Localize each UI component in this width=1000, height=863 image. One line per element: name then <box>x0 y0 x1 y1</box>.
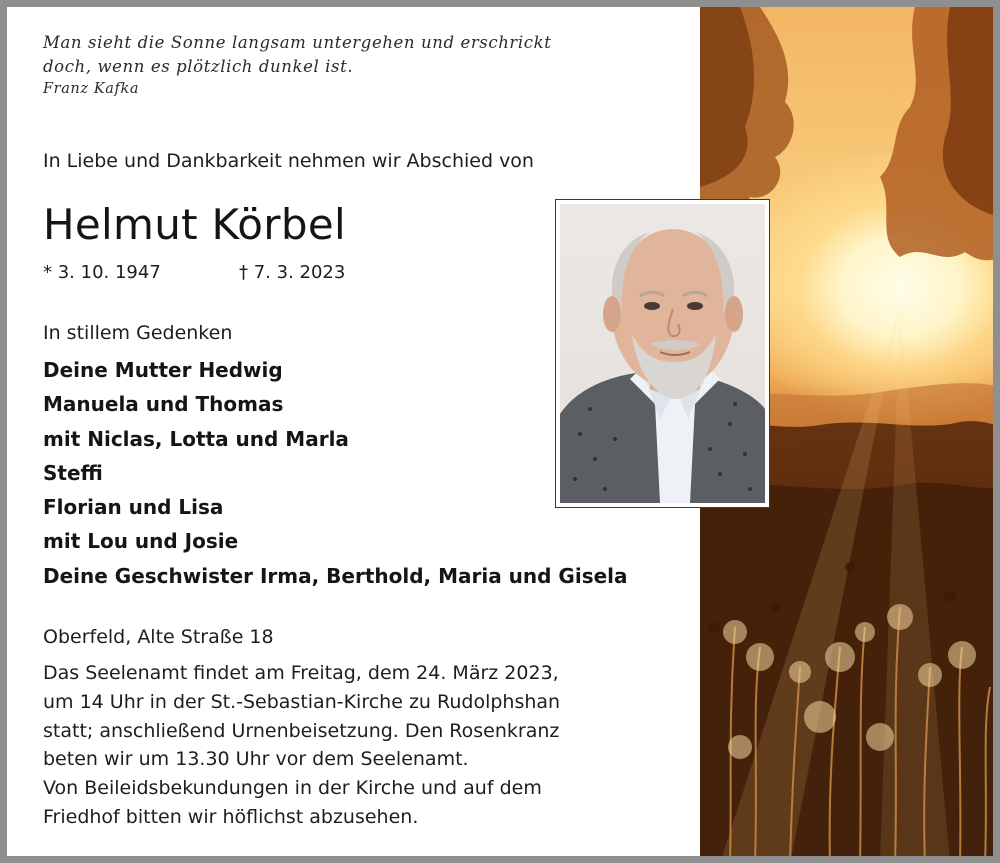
kafka-quote <box>43 31 683 99</box>
mourner-line: Steffi <box>43 460 103 485</box>
mourner-line: mit Niclas, Lotta und Marla <box>43 426 349 451</box>
service-line: Das Seelenamt findet am Freitag, dem 24. März 2023, <box>43 662 559 684</box>
service-line: um 14 Uhr in der St.-Sebastian-Kirche zu Rudolphshan <box>43 690 561 713</box>
portrait-illustration <box>560 204 765 503</box>
quote-line: doch, wenn es plötzlich dunkel ist. <box>43 57 354 76</box>
portrait-photo <box>560 204 765 503</box>
service-line: Friedhof bitten wir höflichst abzusehen. <box>43 805 419 828</box>
service-line: statt; anschließend Urnenbeisetzung. Den Rosenkranz <box>43 719 560 742</box>
mourner-line: Manuela und Thomas <box>43 392 284 417</box>
death-date: † 7. 3. 2023 <box>239 262 346 283</box>
service-line: beten wir um 13.30 Uhr vor dem Seelenamt. <box>43 748 469 771</box>
service-line: Von Beileidsbekundungen in der Kirche und auf dem <box>43 777 542 800</box>
family-address: Oberfeld, Alte Straße 18 <box>43 626 274 648</box>
quote-line: Man sieht die Sonne langsam untergehen und erschrickt <box>43 33 552 52</box>
quote-author: Franz Kafka <box>43 81 140 97</box>
mourners-list <box>43 353 628 593</box>
mourner-line: mit Lou und Josie <box>43 529 239 554</box>
mourner-line: Deine Mutter Hedwig <box>43 358 283 382</box>
farewell-intro: In Liebe und Dankbarkeit nehmen wir Abschied von <box>43 150 534 172</box>
birth-date: * 3. 10. 1947 <box>43 262 161 283</box>
mourner-line: Deine Geschwister Irma, Berthold, Maria und Gisela <box>43 563 628 588</box>
memorial-label: In stillem Gedenken <box>43 322 233 344</box>
mourner-line: Florian und Lisa <box>43 495 224 520</box>
deceased-name: Helmut Körbel <box>43 200 346 249</box>
quote-block <box>43 31 683 99</box>
portrait-photo-frame <box>555 199 770 508</box>
life-dates <box>43 261 346 285</box>
service-details <box>43 659 683 832</box>
